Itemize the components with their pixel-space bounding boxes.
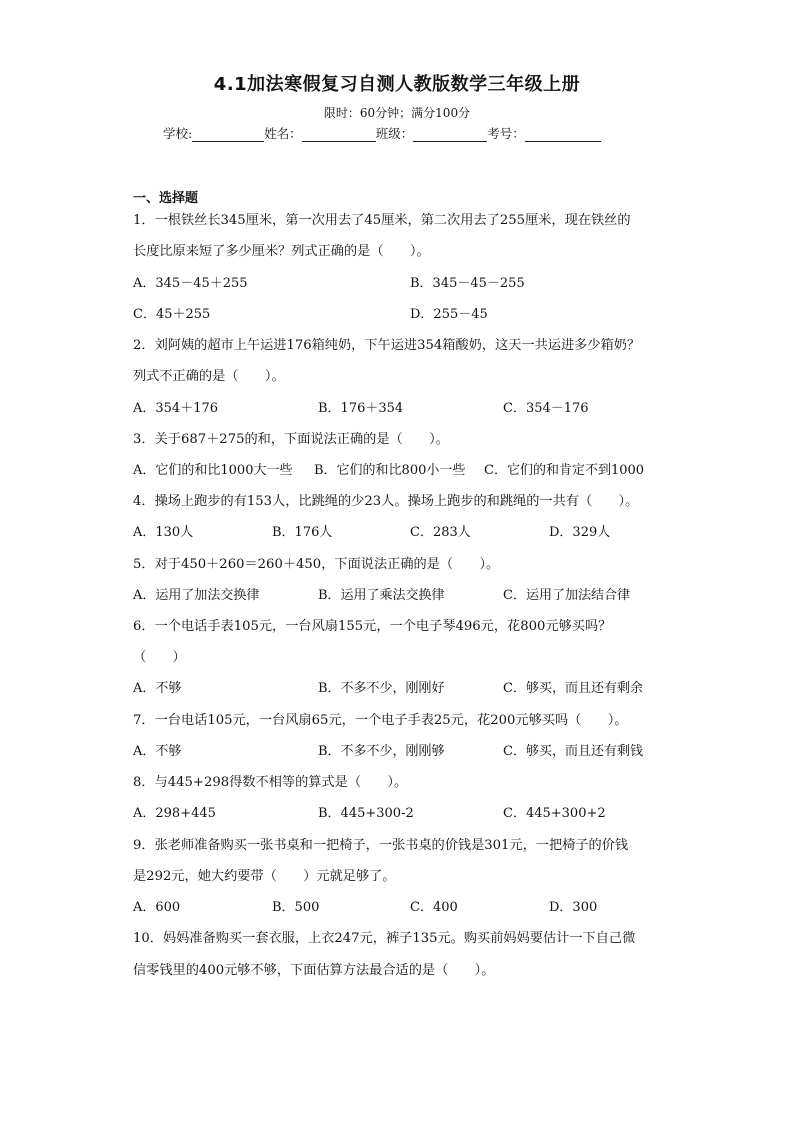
school-label: 学校: (163, 126, 193, 141)
question-6-option-a[interactable]: A．不够 (133, 681, 182, 696)
question-9-line-1: 9．张老师准备购买一张书桌和一把椅子，一张书桌的价钱是301元，一把椅子的价钱 (133, 838, 629, 853)
question-4-option-b[interactable]: B．176人 (272, 525, 333, 540)
question-1-line-1: 1．一根铁丝长345厘米，第一次用去了45厘米，第二次用去了255厘米，现在铁丝的 (133, 213, 631, 228)
exam-number-field[interactable] (525, 128, 601, 142)
question-10-line-2: 信零钱里的400元够不够，下面估算方法最合适的是（ ）。 (133, 963, 495, 978)
student-info-row (163, 124, 601, 142)
time-limit-text: 限时：60分钟；满分100分 (323, 106, 471, 120)
question-1-option-a[interactable]: A．345－45＋255 (133, 276, 248, 291)
question-1-option-b[interactable]: B．345－45－255 (410, 276, 525, 291)
question-7-option-a[interactable]: A．不够 (133, 744, 182, 759)
name-label: 姓名： (264, 126, 302, 141)
question-2-option-c[interactable]: C．354－176 (503, 401, 589, 416)
class-field[interactable] (413, 128, 487, 142)
question-3-option-b[interactable]: B．它们的和比800小一些 (314, 463, 466, 478)
question-3-line-1: 3．关于687＋275的和，下面说法正确的是（ ）。 (133, 432, 449, 447)
question-9-option-c[interactable]: C．400 (410, 900, 458, 915)
question-2-option-a[interactable]: A．354＋176 (133, 401, 219, 416)
question-8-option-a[interactable]: A．298+445 (133, 806, 216, 821)
question-7-option-b[interactable]: B．不多不少，刚刚够 (318, 744, 445, 759)
question-10-line-1: 10．妈妈准备购买一套衣服，上衣247元，裤子135元。购买前妈妈要估计一下自己微 (133, 931, 636, 946)
question-8-option-c[interactable]: C．445+300+2 (503, 806, 606, 821)
question-9-option-b[interactable]: B．500 (272, 900, 320, 915)
question-9-option-a[interactable]: A．600 (133, 900, 181, 915)
question-1-line-2: 长度比原来短了多少厘米？列式正确的是（ ）。 (133, 244, 430, 259)
question-9-option-d[interactable]: D．300 (549, 900, 598, 915)
school-field[interactable] (192, 128, 264, 142)
question-2-line-1: 2．刘阿姨的超市上午运进176箱纯奶，下午运进354箱酸奶，这天一共运进多少箱奶？ (133, 338, 641, 353)
question-7-line-1: 7．一台电话105元，一台风扇65元，一个电子手表25元，花200元够买吗（ ）。 (133, 713, 628, 728)
question-4-option-a[interactable]: A．130人 (133, 525, 194, 540)
class-label: 班级： (375, 126, 414, 141)
exam-number-label: 考号： (487, 126, 525, 141)
question-6-option-c[interactable]: C．够买，而且还有剩余 (503, 681, 643, 696)
question-7-option-c[interactable]: C．够买，而且还有剩钱 (503, 744, 643, 759)
question-5-option-a[interactable]: A．运用了加法交换律 (133, 588, 260, 603)
name-field[interactable] (302, 128, 376, 142)
question-1-option-c[interactable]: C．45＋255 (133, 307, 211, 322)
question-8-option-b[interactable]: B．445+300-2 (318, 806, 414, 821)
question-3-option-a[interactable]: A．它们的和比1000大一些 (133, 463, 293, 478)
question-3-option-c[interactable]: C．它们的和肯定不到1000 (484, 463, 645, 478)
question-1-option-d[interactable]: D．255－45 (410, 307, 488, 322)
question-4-line-1: 4．操场上跑步的有153人，比跳绳的少23人。操场上跑步的和跳绳的一共有（ ）。 (133, 494, 639, 509)
question-6-line-1: 6．一个电话手表105元，一台风扇155元，一个电子琴496元，花800元够买吗？ (133, 619, 612, 634)
question-6-option-b[interactable]: B．不多不少，刚刚好 (318, 681, 445, 696)
question-8-line-1: 8．与445+298得数不相等的算式是（ ）。 (133, 775, 408, 790)
question-9-line-2: 是292元，她大约要带（ ）元就足够了。 (133, 869, 396, 884)
question-5-option-c[interactable]: C．运用了加法结合律 (503, 588, 630, 603)
question-6-line-2: （ ） (133, 650, 186, 665)
question-5-option-b[interactable]: B．运用了乘法交换律 (318, 588, 445, 603)
section-title: 一、选择题 (133, 191, 199, 206)
question-4-option-d[interactable]: D．329人 (549, 525, 611, 540)
question-5-line-1: 5．对于450＋260＝260＋450，下面说法正确的是（ ）。 (133, 557, 500, 572)
page-title: 4.1加法寒假复习自测人教版数学三年级上册 (213, 74, 581, 95)
question-4-option-c[interactable]: C．283人 (410, 525, 471, 540)
question-2-option-b[interactable]: B．176＋354 (318, 401, 404, 416)
question-2-line-2: 列式不正确的是（ ）。 (133, 369, 285, 384)
